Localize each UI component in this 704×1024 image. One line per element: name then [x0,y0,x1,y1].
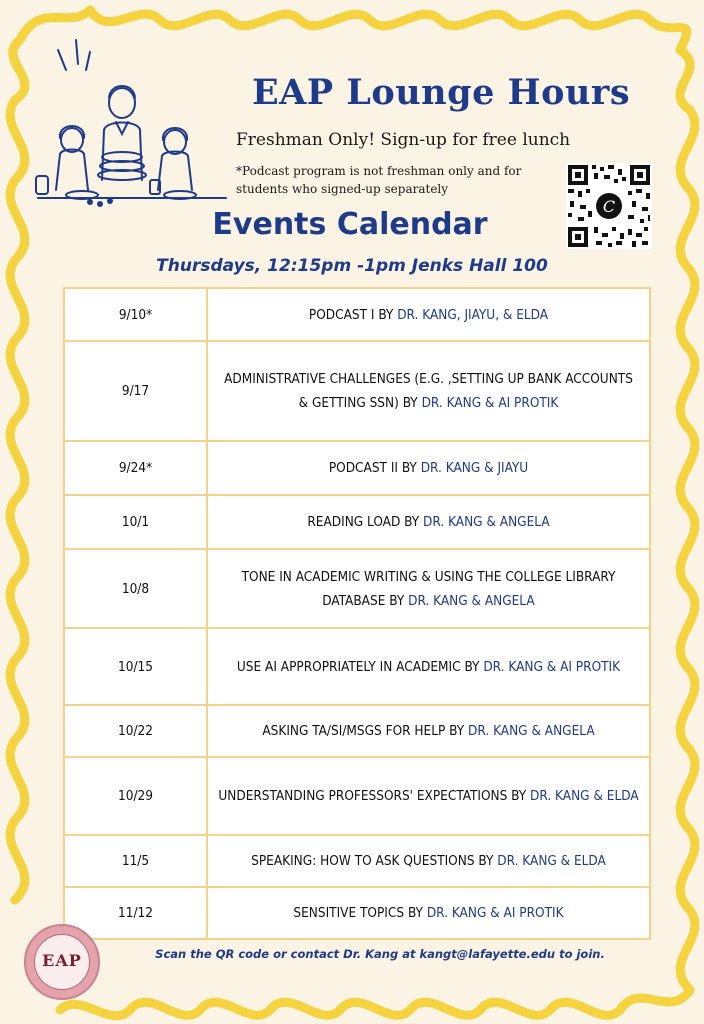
table-row [64,835,650,887]
events-table [63,287,651,940]
event-topic: PODCAST I BY [308,306,398,323]
footer-contact-note: Scan the QR code or contact Dr. Kang at kangt@lafayette.edu to join. [155,947,605,961]
eap-seal-logo [24,924,100,1000]
event-topic-cell [207,441,650,495]
event-topic-cell [207,288,650,341]
event-topic: UNDERSTANDING PROFESSORS' EXPECTATIONS BY [218,788,531,804]
table-row [64,495,650,549]
event-date: 9/10* [64,288,207,341]
seal-label: EAP [42,951,82,970]
event-topic: READING LOAD BY [307,514,424,530]
event-topic: USE AI APPROPRIATELY IN ACADEMIC BY [236,658,484,675]
event-topic-cell [207,495,650,549]
event-topic-cell [207,887,650,939]
event-date: 11/5 [64,835,207,887]
event-date: 10/1 [64,495,207,549]
qr-code[interactable] [566,163,652,249]
event-date: 9/24* [64,441,207,495]
event-presenters: DR. KANG & ELDA [530,788,639,804]
event-presenters: DR. KANG & ELDA [497,853,606,869]
table-row [64,628,650,705]
qr-center-letter: C [602,197,616,216]
page-subtitle: Freshman Only! Sign-up for free lunch [236,130,571,150]
table-row [64,441,650,495]
event-date: 10/29 [64,757,207,835]
event-presenters: DR. KANG & AI PROTIK [483,658,621,675]
event-presenters: DR. KANG, JIAYU, & ELDA [397,306,549,323]
event-topic: SENSITIVE TOPICS BY [293,905,427,921]
event-topic-cell [207,757,650,835]
table-row [64,288,650,341]
event-topic: ADMINISTRATIVE CHALLENGES (E.G. ,SETTING UP BANK ACCOUNTS & GETTING SSN) BY [224,371,633,411]
event-topic-cell [207,705,650,757]
table-row [64,757,650,835]
event-date: 10/15 [64,628,207,705]
podcast-note: *Podcast program is not freshman only and for students who signed-up separately [236,164,522,196]
event-topic: SPEAKING: HOW TO ASK QUESTIONS BY [251,853,498,869]
event-date: 10/22 [64,705,207,757]
events-calendar-heading: Events Calendar [212,207,488,242]
event-topic: PODCAST II BY [328,460,421,476]
event-topic: ASKING TA/SI/MSGS FOR HELP BY [262,723,469,739]
table-row [64,705,650,757]
event-date: 10/8 [64,549,207,628]
family-breakfast-illustration [30,30,230,215]
event-topic: TONE IN ACADEMIC WRITING & USING THE COLLEGE LIBRARY DATABASE BY [241,568,616,609]
table-row [64,341,650,441]
page-title: EAP Lounge Hours [251,72,631,113]
event-topic-cell [207,628,650,705]
event-topic-cell [207,835,650,887]
event-presenters: DR. KANG & ANGELA [423,514,550,530]
event-topic-cell [207,341,650,441]
event-presenters: DR. KANG & ANGELA [468,723,595,739]
event-presenters: DR. KANG & JIAYU [420,460,529,476]
schedule-time-location: Thursdays, 12:15pm -1pm Jenks Hall 100 [156,256,548,276]
event-date: 11/12 [64,887,207,939]
table-row [64,887,650,939]
event-topic-cell [207,549,650,628]
event-date: 9/17 [64,341,207,441]
event-presenters: DR. KANG & ANGELA [408,592,535,609]
event-presenters: DR. KANG & AI PROTIK [426,905,564,921]
event-presenters: DR. KANG & AI PROTIK [421,395,559,411]
table-row [64,549,650,628]
seal-inner [34,934,90,990]
